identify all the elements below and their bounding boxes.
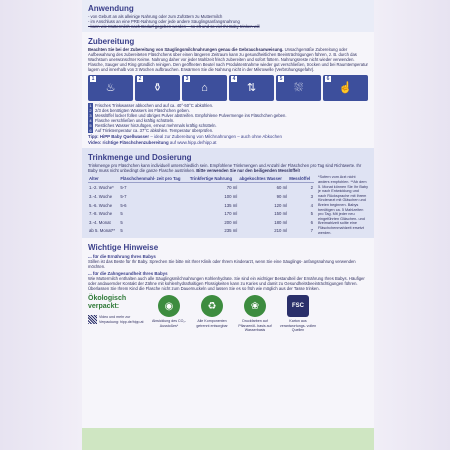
trinkmenge-intro [88,163,368,173]
cell: 5 [310,211,313,217]
step-1-card [88,75,133,101]
cell: 120 ml [274,202,288,208]
water-add-icon: ⛆ [294,82,303,95]
zubereitung-section [82,32,374,148]
cell: 5 [120,219,123,225]
eco-packaging-row [88,295,368,332]
step-number: 2 [138,76,142,82]
cell: 180 ml [274,219,288,225]
kettle-icon: ♨ [105,82,116,95]
step-3-card [182,75,227,101]
anwendung-title: Anwendung [88,4,134,13]
video-label: Video: richtige Fläschchenzubereitung [88,140,169,146]
anwendung-section [82,0,374,32]
package-back-panel [82,0,374,450]
col-wasser: abgekochtes Wasser [238,175,288,183]
cell: 6 [310,219,313,225]
cell: 5-6 [120,202,127,208]
shake-icon: ⇅ [246,82,257,95]
step-number: 1 [91,76,95,82]
tip-label: Tipp: HiPP Baby Quellwasser [88,134,150,139]
zubereitung-title: Zubereitung [88,37,135,46]
step-4-card [229,75,274,101]
recycle-icon: ♻ [201,295,223,317]
step-badge: 5 [89,123,92,128]
cell: ab 5. Monat** [89,228,116,234]
eco-caption: Abwicklung des CO₂-Ausstoßes* [152,319,186,328]
cell: 200 ml [224,219,238,225]
cell: 70 ml [226,185,238,191]
trinkmenge-title: Trinkmenge und Dosierung [88,153,192,163]
leaf-print-icon: ❀ [244,295,266,317]
step-text: Frisches Trinkwasser abkochen und auf ca. 40°-50°C abkühlen. [95,103,214,108]
dosage-footnote: *Sofern vom Arzt nicht anders empfohlen. **Ab dem 5. Monat können Sie Ihr Baby je nach Entwicklung und nach Rücksprache mit Ihrem Kinderarzt mit Gläschen und Breien beginnen. Babys benötigen ca. 5 Mahlzeiten pro Tag. Mit jeder neu eingeführten Gläschen- und Breimahlzeit sollte eine Fläschchenmahlzeit ersetzt werden. [317,175,368,235]
scoop-icon: ⌂ [201,82,208,95]
step-badge: 2 [89,108,92,113]
eco-item-fsc [278,295,318,332]
cell: 5-7 [120,185,127,191]
step-badge: 6 [89,128,92,133]
step-text: Restliches Wasser hinzufügen, erneut mehrmals kräftig schütteln. [95,123,217,128]
col-nahrung: Trinkfertige Nahrung [189,175,239,183]
cell: 170 ml [224,211,238,217]
globe-icon: ◉ [158,295,180,317]
cell: 150 ml [274,211,288,217]
cell: 1.-2. Woche* [89,185,114,191]
cell: 5-7 [120,193,127,199]
step-text: Auf Trinktemperatur ca. 37°C abkühlen. Temperatur überprüfen. [95,128,214,133]
preparation-steps [88,75,368,101]
dosage-table [88,175,314,235]
qr-code-icon [88,315,97,324]
hinweis-text-zahngesundheit: Wie Muttermilch enthalten auch alle Säuglingsmilchnahrungen Kohlenhydrate. Sie sind ein wichtiger Bestandteil der Ernährung Ihres Babys. Häufiger oder andauernder Kontakt der Zähne mit kohlenhydrathaltigen Flüssigkeiten kann zu Karies und damit zu Gesundheitsbeeinträchtigungen führen. Überlassen Sie Ihrem Kind die Flasche nicht zum Dauernuckeln und lassen Sie es so früh wie möglich aus der Tasse trinken. [88,276,365,292]
step-6-card [323,75,368,101]
eco-caption: Alle Komponenten getrennt entsorgbar [196,319,228,328]
green-bottom-strip [82,428,374,450]
cell: 135 ml [224,202,238,208]
hinweis-heading-ernaehrung: ... für die Ernährung Ihres Babys [88,254,156,260]
eco-item-print [235,295,275,332]
table-header-row [88,175,314,183]
step-number: 6 [326,76,330,82]
cell: 3.-4. Woche [89,193,113,199]
hinweis-text-ernaehrung: Stillen ist das Beste für Ihr Baby. Sprechen Sie bitte mit Ihrer Klinik oder Ihrem Kinderarzt, wenn Sie eine Säuglings- anfangsnahrung verwenden möchten. [88,259,356,270]
anwendung-line-3: - kann wie Muttermilch nach Bedarf gegeben werden – so oft und so viel Ihr Baby trinken will [88,24,260,29]
step-badge: 1 [89,103,92,108]
step-number: 5 [279,76,283,82]
eco-title-line-1: Ökologisch [88,295,127,303]
anwendung-line-1: - von Geburt an als alleinige Nahrung oder zum Zufüttern zu Muttermilch [88,14,223,19]
step-5-card [276,75,321,101]
step-badge: 4 [89,118,92,123]
col-mahlzeiten: Fläschchenmahl- zeit pro Tag [119,175,188,183]
table-row [88,209,314,218]
fsc-label: FSC [292,303,304,310]
trinkmenge-intro-text: Trinkmenge pro Fläschchen kann individuell unterschiedlich sein. Empfohlene Trinkmengen und Anzahl der Fläschchen pro Tag sind Richtwerte. Ihr Baby muss nicht unbedingt die ganze Flasche austrinken. [88,163,362,174]
zubereitung-intro [88,47,368,72]
right-side-panel [374,0,450,450]
left-side-panel [0,0,82,450]
cell: 90 ml [276,193,288,199]
cell: 210 ml [274,228,288,234]
video-url: auf www.hipp.de/hipp.at [169,140,217,146]
eco-video-hint [88,315,146,324]
eco-item-co2 [149,295,189,328]
cell: 5.-6. Woche [89,202,113,208]
cell: 2 [310,185,313,191]
col-alter: Alter [88,175,119,183]
step-text-list [88,103,368,133]
step-number: 4 [232,76,236,82]
cell: 3 [310,193,313,199]
zubereitung-intro-bold: Beachten Sie bei der Zubereitung von Säuglingsmilchnahrungen genau die Gebrauchsanweisung. [88,47,284,52]
fsc-tree-icon [287,295,309,317]
cell: 4 [310,202,313,208]
step-2-card [135,75,180,101]
cell: 3.-4. Monat [89,219,111,225]
wrist-test-icon: ☝ [338,82,353,95]
trinkmenge-intro-bold: Bitte verwenden Sie nur den beiligenden Messlöffel! [196,168,301,174]
cell: 60 ml [276,185,288,191]
step-text: Flasche verschließen und kräftig schütteln. [95,118,175,123]
hinweise-section [82,238,374,335]
eco-caption: Karton aus verantwortungs- vollen Quellen [279,319,317,332]
cell: 7 [310,228,313,234]
dosage-table-wrap [88,173,368,235]
step-badge: 3 [89,113,92,118]
trinkmenge-section [82,148,374,238]
bottle-icon: ⚱ [152,82,163,95]
col-messloeffel: Messlöffel [288,175,314,183]
eco-item-recycle [192,295,232,328]
step-text-item [88,128,368,133]
table-row [88,218,314,227]
video-hint [88,140,368,145]
table-row [88,201,314,210]
table-row [88,183,314,192]
hinweise-title: Wichtige Hinweise [88,243,159,253]
table-row [88,192,314,201]
tip-text: – ideal zur Zubereitung von Milchnahrungen – auch ohne Abkochen [150,134,282,139]
hinweis-heading-zahngesundheit: ... für die Zahngesundheit Ihres Babys [88,271,168,277]
eco-title-block [88,295,146,324]
cell: 5 [120,211,123,217]
eco-caption: Druckfarben auf Pflanzenöl- basis auf Wasserbasis [238,319,272,332]
eco-video-text: Video und mehr zur Verpackung: hipp.de/hipp.at [99,315,144,324]
eco-title-line-2: verpackt: [88,303,120,311]
anwendung-line-2: - im Anschluss an eine PRE-Nahrung oder jede andere Säuglingsanfangsnahrung [88,19,240,24]
step-text: 2/3 des benötigten Wassers ins Fläschchen geben. [95,108,190,113]
cell: 100 ml [224,193,238,199]
step-text: Messlöffel locker füllen und übriges Pulver abstreifen. Empfohlene Pulvermenge ins Fläschchen geben. [95,113,287,118]
tip-quellwasser [88,134,368,139]
cell: 235 ml [224,228,238,234]
table-row [88,227,314,236]
cell: 7.-8. Woche [89,211,113,217]
zubereitung-intro-text: Unsachgemäße Zubereitung oder Aufbewahrung des zubereiteten Fläschchens über einen längeren Zeitraum kann zu gesundheitlichen Beeinträchtigungen führen, z. B. durch das Wachstum unerwünschter Keime. Nahrung daher vor jeder Mahlzeit frisch zubereiten und sofort füttern. Nahrungsreste nicht wieder verwenden. Flasche, Sauger und Ring gründlich reinigen. Den geöffneten Beutel nach Produktentnahme wieder gut verschließen, trocken und bei Raumtemperatur lagern und innerhalb von 3 Wochen aufbrauchen. Erwärmen Sie die Nahrung nicht in der Mikrowelle (Verbrühungsgefahr). [88,47,368,72]
cell: 5 [120,228,123,234]
step-number: 3 [185,76,189,82]
